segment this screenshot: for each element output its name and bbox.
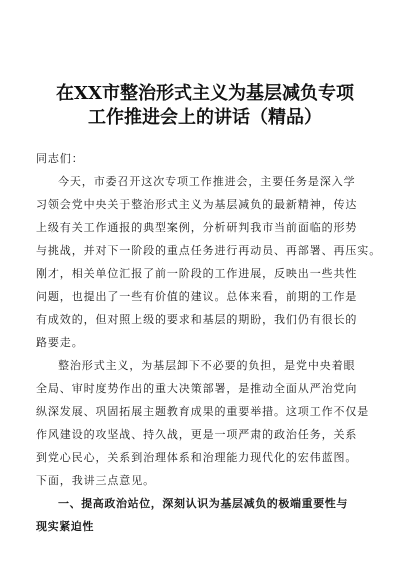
- paragraph-2-line: 全局、审时度势作出的重大决策部署，是推动全面从严治党向: [36, 382, 358, 395]
- paragraph-2-line: 下面，我讲三点意见。: [36, 474, 155, 487]
- paragraph-2-line: 作风建设的攻坚战、持久战，更是一项严肃的政治任务，关系: [36, 428, 358, 441]
- paragraph-1-line: 与挑战，并对下一阶段的重点任务进行再动员、再部署、再压实。: [36, 244, 382, 257]
- document-title-line-2: 工作推进会上的讲话（精品）: [88, 107, 322, 128]
- section-heading-1-line: 一、提高政治站位，深刻认识为基层减负的极端重要性与: [58, 497, 348, 510]
- paragraph-1-line: 有成效的，但对照上级的要求和基层的期盼，我们仍有很长的: [36, 313, 358, 326]
- paragraph-2-line: 到党心民心，关系到治理体系和治理能力现代化的宏伟蓝图。: [36, 451, 358, 464]
- section-heading-1-line: 现实紧迫性: [36, 520, 94, 533]
- paragraph-1-line: 上级有关工作通报的典型案例，分析研判我市当前面临的形势: [36, 221, 358, 234]
- paragraph-2-line: 整治形式主义，为基层卸下不必要的负担，是党中央着眼: [58, 359, 356, 372]
- paragraph-1-line: 习领会党中央关于整治形式主义为基层减负的最新精神，传达: [36, 198, 358, 211]
- document-title-line-1: 在XX市整治形式主义为基层减负专项: [56, 83, 354, 104]
- paragraph-2-line: 纵深发展、巩固拓展主题教育成果的重要举措。这项工作不仅是: [36, 405, 370, 418]
- paragraph-1-line: 路要走。: [36, 336, 84, 349]
- paragraph-1-line: 问题，也提出了一些有价值的建议。总体来看，前期的工作是: [36, 290, 358, 303]
- salutation: 同志们：: [36, 152, 84, 165]
- paragraph-1-line: 刚才，相关单位汇报了前一阶段的工作进展，反映出一些共性: [36, 267, 358, 280]
- paragraph-1-line: 今天，市委召开这次专项工作推进会，主要任务是深入学: [58, 175, 356, 188]
